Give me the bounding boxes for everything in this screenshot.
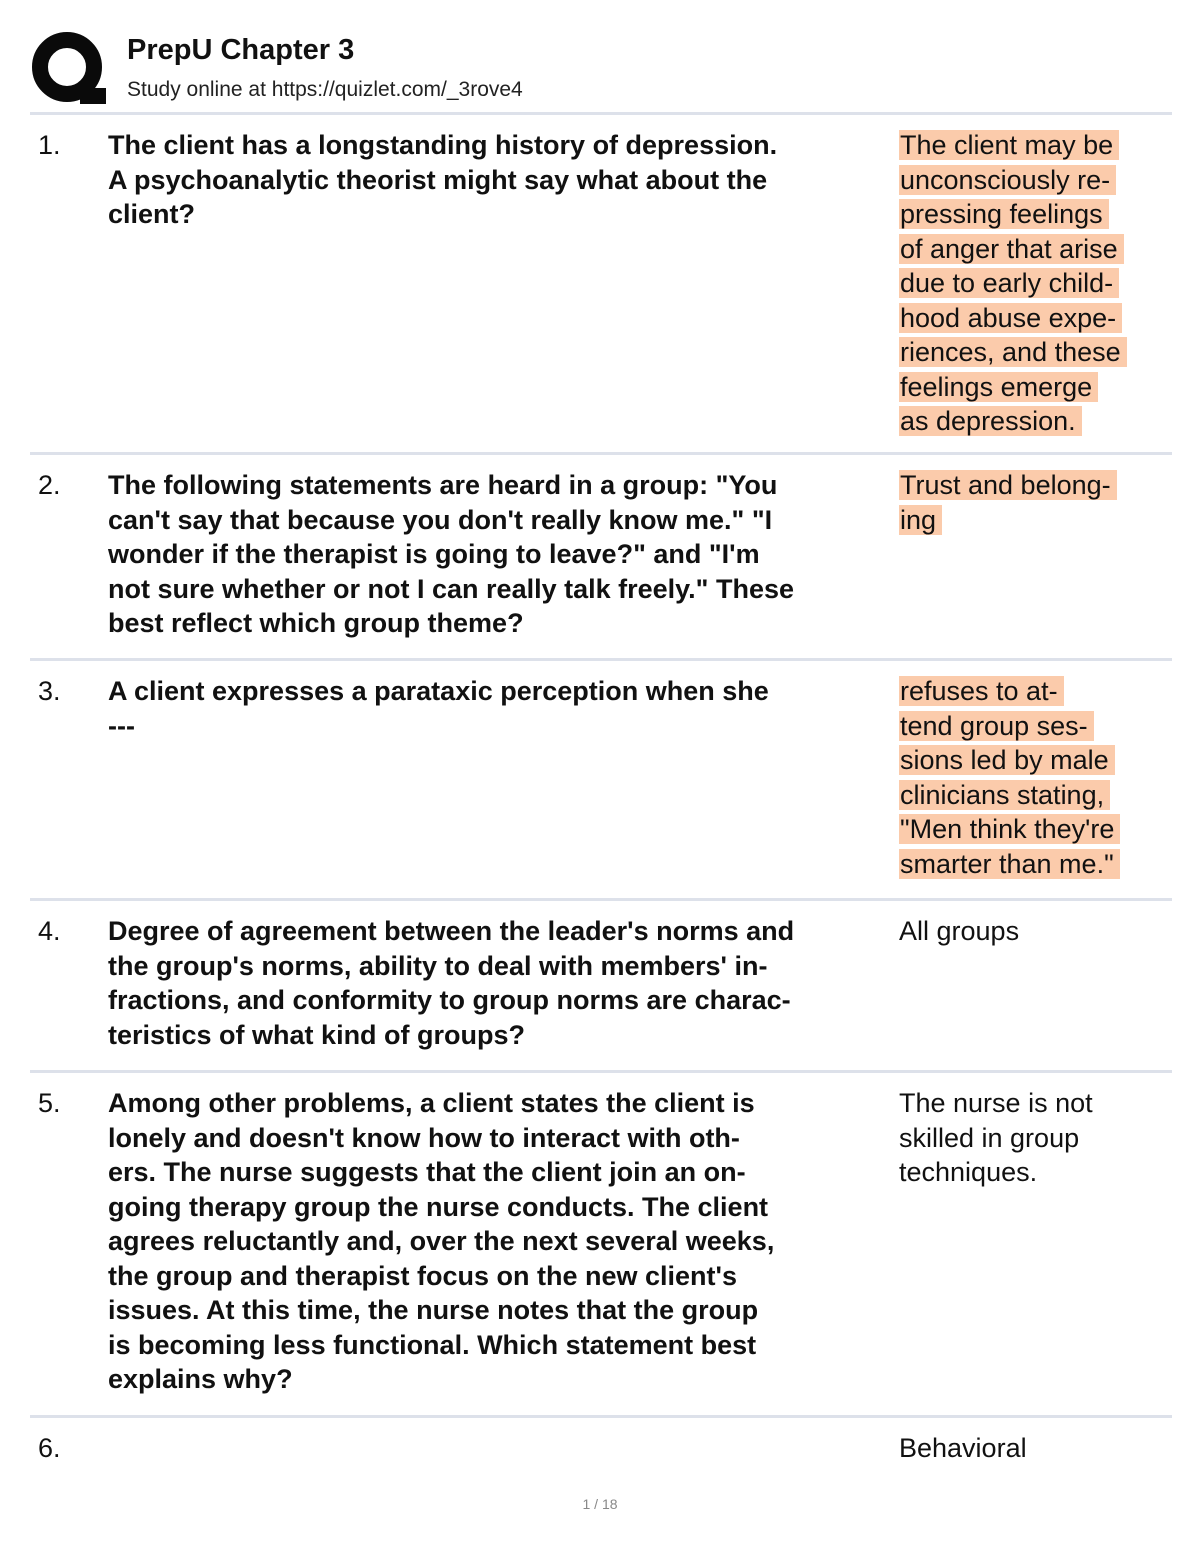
line-text: A client expresses a parataxic perception when she — [108, 676, 769, 706]
card-term — [108, 1086, 890, 1397]
highlighted-text: unconsciously re- — [899, 165, 1116, 195]
line-text: best reflect which group theme? — [108, 608, 524, 638]
text-line — [108, 914, 890, 949]
study-link[interactable]: Study online at https://quizlet.com/_3rove4 — [127, 78, 523, 101]
text-line — [108, 163, 890, 198]
card-term — [108, 468, 890, 641]
highlighted-text: refuses to at- — [899, 676, 1064, 706]
card-definition — [899, 914, 1171, 949]
page-title: PrepU Chapter 3 — [127, 34, 355, 66]
line-text: The nurse is not — [899, 1088, 1093, 1118]
line-text: agrees reluctantly and, over the next several weeks, — [108, 1226, 775, 1256]
line-text: the group and therapist focus on the new client's — [108, 1260, 737, 1291]
text-line — [108, 1121, 890, 1156]
line-text: ers. The nurse suggests that the client join an on- — [108, 1157, 746, 1187]
line-text: is becoming less functional. Which statement best — [108, 1329, 757, 1360]
flashcard-list — [30, 115, 1172, 1488]
card-number: 4. — [38, 916, 61, 946]
text-line — [899, 370, 1171, 405]
line-text: going therapy group the nurse conducts. The client — [108, 1191, 769, 1222]
line-text: explains why? — [108, 1364, 293, 1394]
text-line — [108, 503, 890, 538]
text-line — [108, 1362, 890, 1397]
page-number: 1 / 18 — [582, 1496, 618, 1512]
text-line — [899, 128, 1171, 163]
line-text: lonely and doesn't know how to interact with oth- — [108, 1122, 740, 1153]
line-text: issues. At this time, the nurse notes that the group — [108, 1295, 759, 1325]
text-line — [899, 404, 1171, 439]
text-line — [108, 709, 890, 744]
highlighted-text: hood abuse expe- — [899, 303, 1122, 333]
line-text: teristics of what kind of groups? — [108, 1019, 526, 1050]
text-line — [899, 1155, 1171, 1190]
highlighted-text: "Men think they're — [899, 814, 1120, 844]
text-line — [108, 572, 890, 607]
line-text: client? — [108, 199, 196, 229]
card-number: 1. — [38, 130, 61, 160]
card-definition — [899, 1431, 1171, 1466]
text-line — [108, 606, 890, 641]
text-line — [108, 1086, 890, 1121]
text-line — [108, 197, 890, 232]
line-text: The client has a longstanding history of depression. — [108, 130, 778, 160]
text-line — [108, 949, 890, 984]
card-number: 5. — [38, 1088, 61, 1118]
text-line — [108, 674, 890, 709]
line-text: Degree of agreement between the leader's norms and — [108, 916, 795, 946]
text-line — [108, 1259, 890, 1294]
card-number: 6. — [38, 1433, 61, 1463]
text-line — [899, 301, 1171, 336]
flashcard-2 — [30, 455, 1172, 661]
card-number: 2. — [38, 470, 61, 500]
highlighted-text: riences, and these — [899, 337, 1127, 367]
text-line — [108, 128, 890, 163]
text-line — [108, 1190, 890, 1225]
card-definition — [899, 468, 1171, 537]
card-term — [108, 128, 890, 232]
card-term — [108, 914, 890, 1052]
line-text: Among other problems, a client states the client is — [108, 1088, 755, 1118]
flashcard-6 — [30, 1418, 1172, 1488]
text-line — [899, 197, 1171, 232]
flashcard-3 — [30, 661, 1172, 901]
quizlet-logo-icon — [30, 30, 108, 108]
line-text: The following statements are heard in a group: "You — [108, 470, 778, 500]
text-line — [108, 983, 890, 1018]
text-line — [899, 743, 1171, 778]
text-line — [899, 1086, 1171, 1121]
line-text: Behavioral — [899, 1433, 1027, 1463]
text-line — [899, 674, 1171, 709]
line-text: A psychoanalytic theorist might say what about the — [108, 164, 768, 195]
text-line — [899, 232, 1171, 267]
line-text: fractions, and conformity to group norms are charac- — [108, 985, 791, 1015]
text-line — [899, 335, 1171, 370]
text-line — [899, 163, 1171, 198]
highlighted-text: tend group ses- — [899, 711, 1094, 741]
line-text: wonder if the therapist is going to leave?" and "I'm — [108, 539, 760, 569]
card-definition — [899, 674, 1171, 881]
highlighted-text: of anger that arise — [899, 234, 1124, 264]
highlighted-text: feelings emerge — [899, 372, 1098, 402]
text-line — [108, 468, 890, 503]
line-text: --- — [108, 710, 135, 741]
text-line — [108, 537, 890, 572]
text-line — [899, 914, 1171, 949]
line-text: skilled in group — [899, 1122, 1080, 1153]
page-header — [30, 28, 1172, 112]
flashcard-4 — [30, 901, 1172, 1073]
highlighted-text: pressing feelings — [899, 199, 1109, 229]
line-text: the group's norms, ability to deal with members' in- — [108, 950, 768, 981]
text-line — [899, 812, 1171, 847]
highlighted-text: ing — [899, 505, 942, 535]
card-definition — [899, 128, 1171, 439]
highlighted-text: sions led by male — [899, 745, 1115, 775]
text-line — [108, 1155, 890, 1190]
highlighted-text: The client may be — [899, 130, 1119, 160]
highlighted-text: Trust and belong- — [899, 470, 1117, 500]
line-text: techniques. — [899, 1157, 1038, 1187]
card-term — [108, 674, 890, 743]
text-line — [899, 1121, 1171, 1156]
card-definition — [899, 1086, 1171, 1190]
flashcard-5 — [30, 1073, 1172, 1418]
line-text: All groups — [899, 916, 1020, 946]
highlighted-text: due to early child- — [899, 268, 1119, 298]
text-line — [899, 709, 1171, 744]
text-line — [108, 1224, 890, 1259]
card-number: 3. — [38, 676, 61, 706]
text-line — [899, 847, 1171, 882]
highlighted-text: as depression. — [899, 406, 1082, 436]
highlighted-text: smarter than me." — [899, 849, 1120, 879]
highlighted-text: clinicians stating, — [899, 780, 1110, 810]
text-line — [899, 1431, 1171, 1466]
text-line — [108, 1293, 890, 1328]
text-line — [899, 266, 1171, 301]
text-line — [899, 468, 1171, 503]
text-line — [899, 503, 1171, 538]
text-line — [899, 778, 1171, 813]
text-line — [108, 1328, 890, 1363]
line-text: can't say that because you don't really know me." "I — [108, 504, 773, 535]
line-text: not sure whether or not I can really talk freely." These — [108, 573, 795, 604]
text-line — [108, 1018, 890, 1053]
flashcard-1 — [30, 115, 1172, 455]
